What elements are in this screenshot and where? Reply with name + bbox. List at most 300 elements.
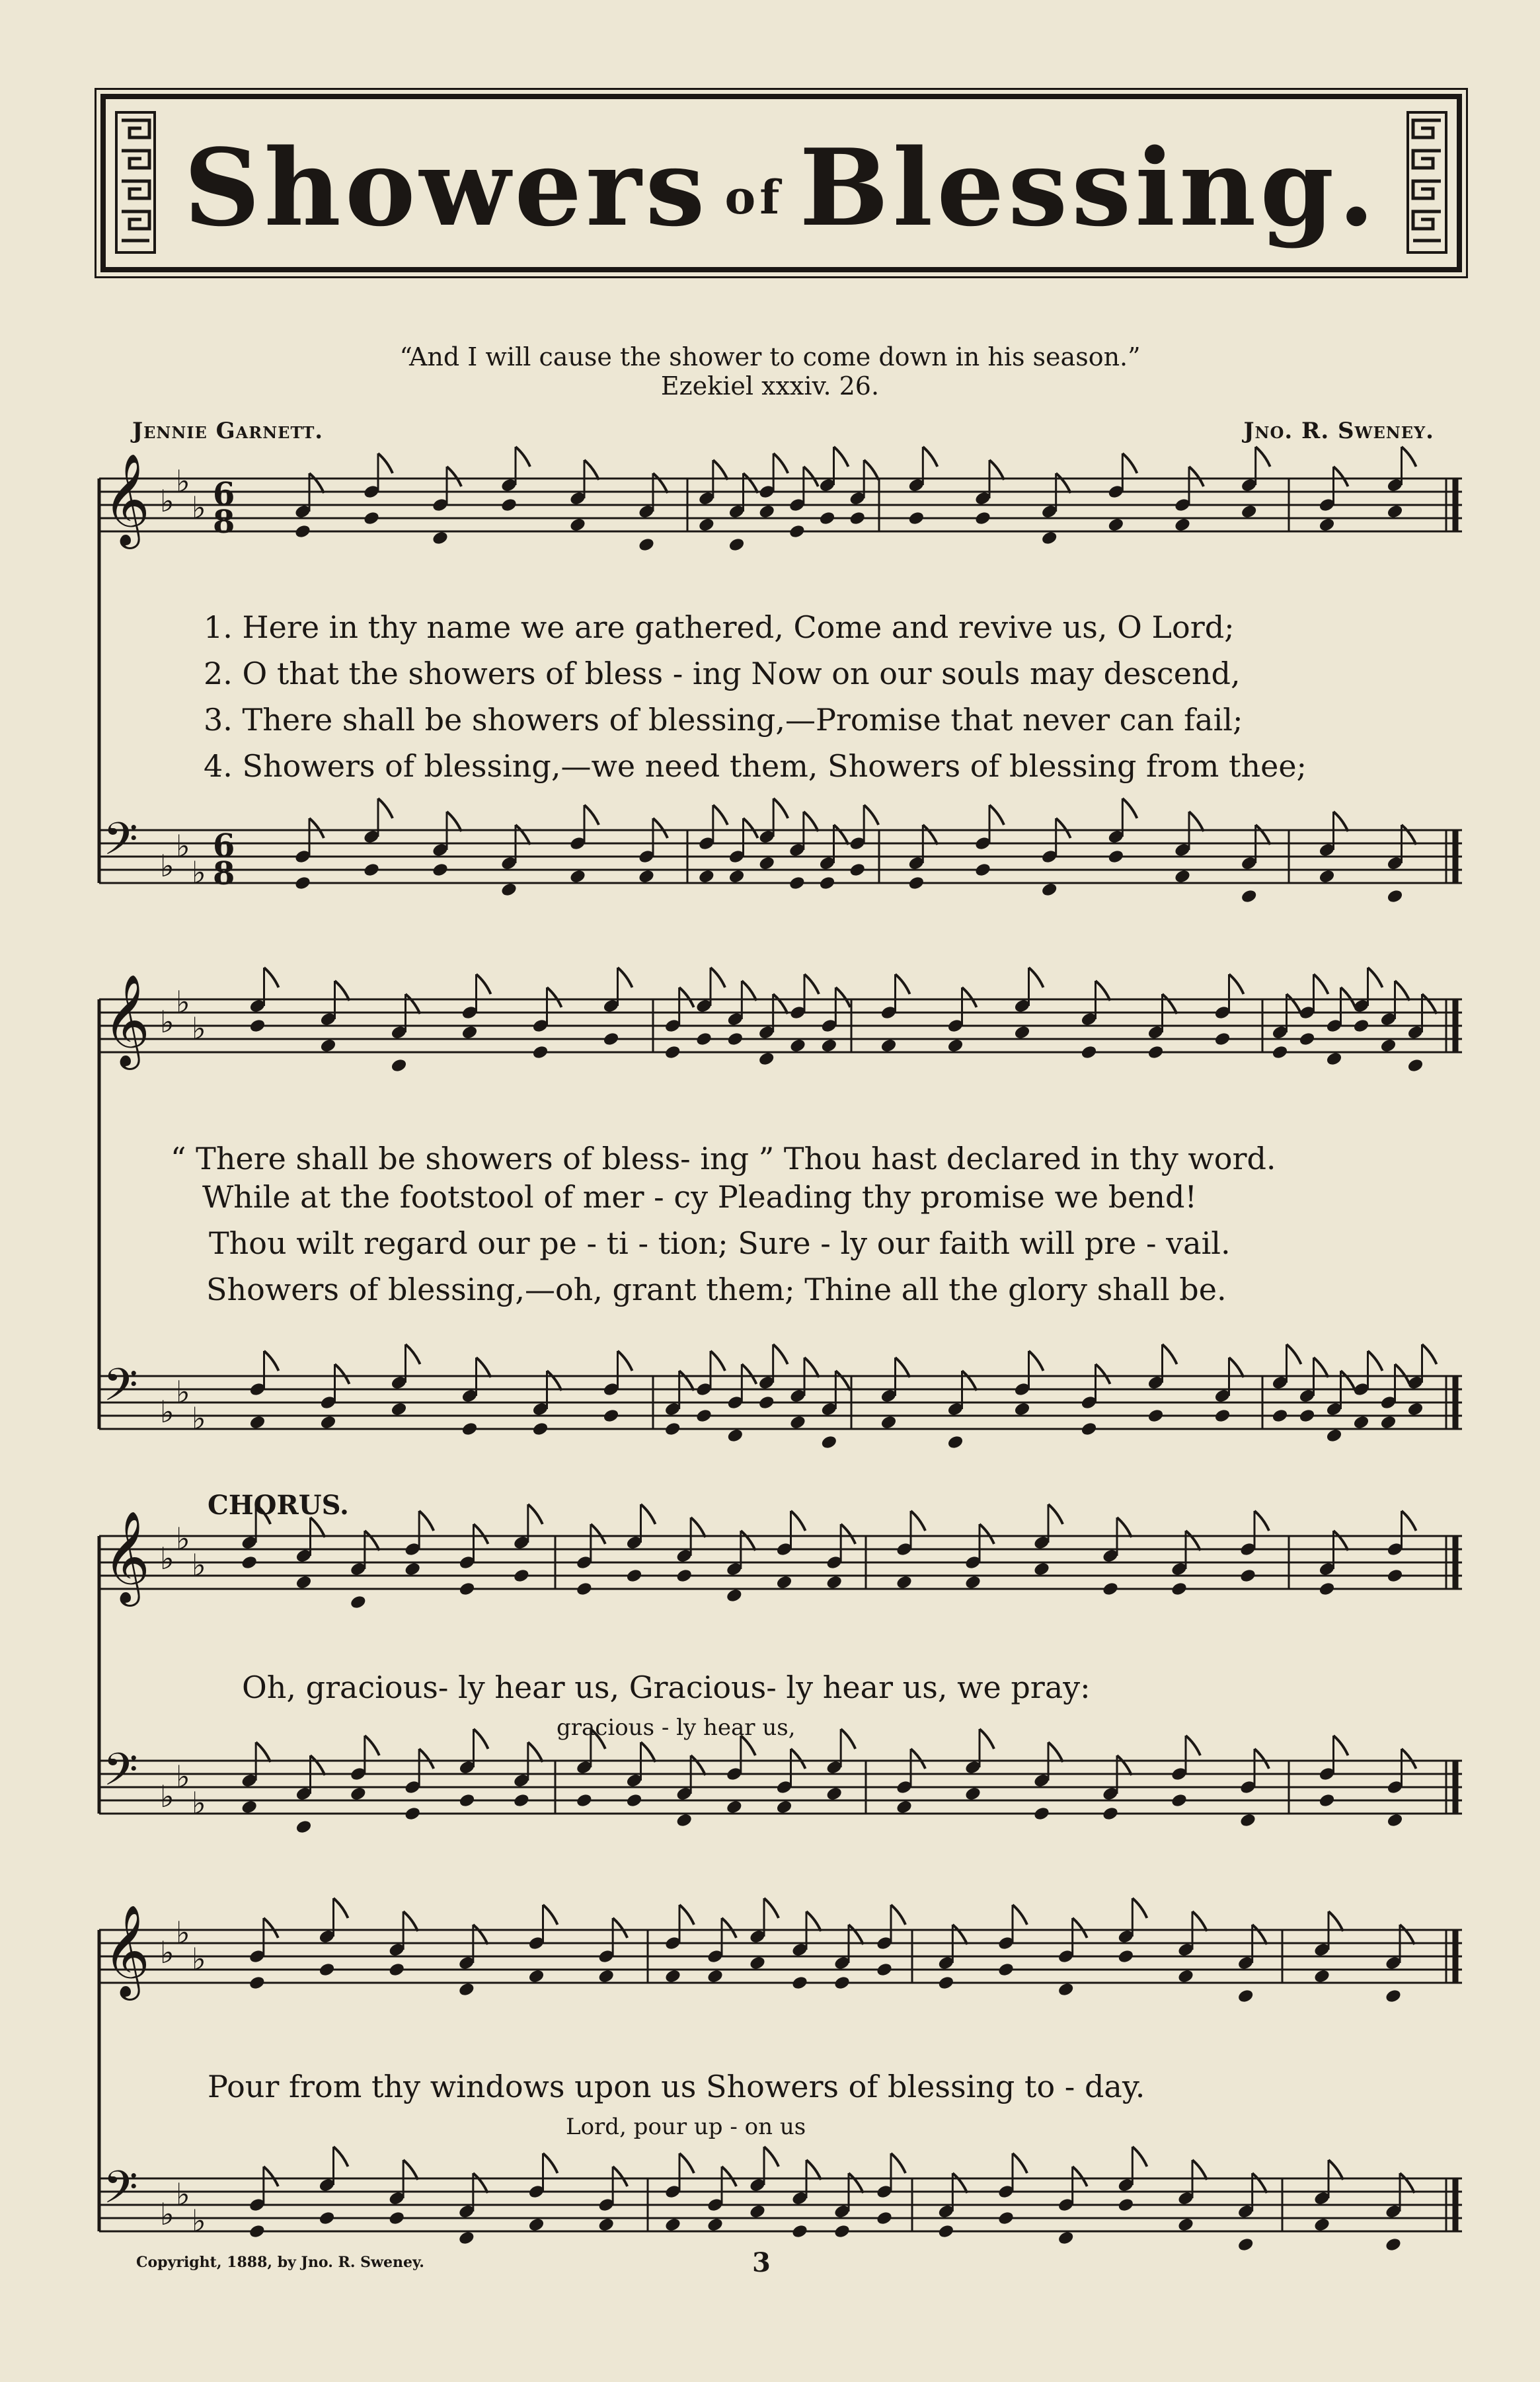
note-flag xyxy=(841,1729,855,1749)
verse-line-2: 2. O that the showers of bless - ing Now on our souls may descend, xyxy=(204,656,1241,691)
note-head xyxy=(1102,1806,1120,1822)
time-signature-bottom: 8 xyxy=(213,504,235,541)
note-flag xyxy=(1314,1358,1328,1377)
note-head xyxy=(531,1421,549,1437)
note-head xyxy=(818,510,836,526)
note-head xyxy=(319,1038,337,1054)
note-flag xyxy=(641,1742,656,1762)
note-flag xyxy=(713,460,728,480)
note-head xyxy=(1117,2197,1135,2213)
note-flag xyxy=(1029,968,1044,987)
note-head xyxy=(1213,1408,1231,1424)
note-head xyxy=(880,1414,898,1430)
note-head xyxy=(1237,2237,1254,2252)
flat-icon: ♭ xyxy=(176,828,190,864)
note-head xyxy=(849,862,866,878)
note-head xyxy=(896,1574,913,1590)
flat-icon: ♭ xyxy=(160,483,174,519)
flat-icon: ♭ xyxy=(192,1785,206,1821)
note-head xyxy=(1171,1581,1188,1597)
note-flag xyxy=(1192,1911,1207,1931)
note-flag xyxy=(1163,994,1177,1014)
note-head xyxy=(726,1031,744,1047)
note-flag xyxy=(773,453,788,473)
note-head xyxy=(248,1975,266,1991)
note-head xyxy=(1239,1568,1257,1584)
flat-icon: ♭ xyxy=(160,1935,174,1970)
note-head xyxy=(1107,517,1125,533)
note-head xyxy=(1385,1988,1403,2004)
note-head xyxy=(725,1799,743,1815)
note-head xyxy=(625,1792,643,1808)
note-head xyxy=(695,1031,713,1047)
note-flag xyxy=(1252,1925,1267,1944)
note-head xyxy=(249,1414,266,1430)
title-word-showers: Showers xyxy=(184,126,709,250)
note-head xyxy=(569,517,587,533)
note-flag xyxy=(264,1351,279,1371)
note-flag xyxy=(1122,453,1137,473)
chorus-echo-1: gracious - ly hear us, xyxy=(557,1714,796,1741)
note-flag xyxy=(679,2153,694,2173)
note-flag xyxy=(653,473,668,493)
note-flag xyxy=(834,447,849,467)
note-head xyxy=(363,510,381,526)
note-head xyxy=(757,1051,775,1067)
note-head xyxy=(1033,1561,1051,1577)
flat-icon: ♭ xyxy=(192,1011,206,1046)
note-head xyxy=(1033,1806,1051,1822)
note-flag xyxy=(980,1524,994,1544)
note-head xyxy=(664,1968,682,1984)
note-head xyxy=(1107,849,1125,864)
note-head xyxy=(1386,504,1404,519)
note-head xyxy=(575,1792,593,1808)
note-head xyxy=(1406,1401,1424,1417)
note-flag xyxy=(691,1755,705,1775)
page-number: 3 xyxy=(752,2247,771,2278)
note-head xyxy=(1171,1792,1188,1808)
note-head xyxy=(758,504,776,519)
epigraph-quote: “And I will cause the shower to come down in his season.” xyxy=(399,342,1141,371)
note-head xyxy=(818,875,836,891)
treble-clef-icon: 𝄞 xyxy=(103,453,150,545)
note-head xyxy=(404,1806,422,1822)
note-flag xyxy=(378,453,393,473)
note-flag xyxy=(722,1918,736,1938)
note-head xyxy=(707,2217,724,2233)
note-flag xyxy=(516,447,530,467)
note-flag xyxy=(264,1918,278,1938)
note-head xyxy=(241,1555,258,1570)
note-flag xyxy=(1132,2147,1147,2167)
note-head xyxy=(1325,1051,1343,1067)
note-head xyxy=(728,537,746,553)
note-head xyxy=(707,1968,724,1984)
note-flag xyxy=(1395,981,1410,1001)
note-flag xyxy=(711,1351,725,1371)
note-flag xyxy=(1256,447,1270,467)
note-flag xyxy=(791,1749,806,1769)
note-flag xyxy=(365,1736,379,1755)
note-head xyxy=(349,1786,367,1802)
note-head xyxy=(294,875,312,891)
note-flag xyxy=(1186,1736,1200,1755)
note-head xyxy=(833,2223,851,2239)
note-head xyxy=(458,1581,476,1597)
note-head xyxy=(1239,1812,1257,1828)
note-head xyxy=(1240,888,1258,904)
note-flag xyxy=(864,805,878,825)
title-word-of: of xyxy=(724,170,784,225)
note-head xyxy=(625,1568,643,1584)
note-flag xyxy=(406,994,420,1014)
note-flag xyxy=(543,2153,558,2173)
note-head xyxy=(757,1395,775,1410)
note-head xyxy=(726,1428,744,1443)
note-flag xyxy=(1192,2160,1207,2180)
note-head xyxy=(697,517,715,533)
note-head xyxy=(500,882,518,898)
note-flag xyxy=(264,968,279,987)
composer-credit: Jno. R. Sweney. xyxy=(1243,418,1434,444)
note-head xyxy=(1240,504,1258,519)
note-head xyxy=(749,2204,767,2219)
verse-cont-line-4: Showers of blessing,—oh, grant them; Thine all the glory shall be. xyxy=(206,1272,1227,1307)
note-head xyxy=(500,497,518,513)
note-flag xyxy=(1256,825,1270,845)
epigraph-reference: Ezekiel xxxiv. 26. xyxy=(660,371,880,401)
flat-icon: ♭ xyxy=(192,2203,206,2239)
note-head xyxy=(946,1434,964,1450)
note-head xyxy=(457,2230,475,2246)
note-head xyxy=(1298,1408,1316,1424)
verse-line-4: 4. Showers of blessing,—we need them, Showers of blessing from thee; xyxy=(204,748,1307,784)
note-head xyxy=(1040,530,1058,546)
note-head xyxy=(974,510,992,526)
note-flag xyxy=(365,1531,379,1551)
note-flag xyxy=(528,1504,543,1524)
note-head xyxy=(775,1799,793,1815)
note-head xyxy=(775,1574,793,1590)
flat-icon: ♭ xyxy=(192,1547,206,1583)
note-flag xyxy=(473,2173,488,2193)
lyricist-credit: Jennie Garnett. xyxy=(132,418,324,444)
note-head xyxy=(820,1038,838,1054)
note-flag xyxy=(1056,473,1071,493)
note-flag xyxy=(477,1358,491,1377)
flat-icon: ♭ xyxy=(176,463,190,499)
bass-clef-icon: 𝄢 xyxy=(103,2162,138,2225)
treble-clef-icon: 𝄞 xyxy=(103,1511,150,1603)
note-flag xyxy=(804,974,819,994)
note-flag xyxy=(1422,994,1437,1014)
flat-icon: ♭ xyxy=(176,1915,190,1950)
copyright-notice: Copyright, 1888, by Jno. R. Sweney. xyxy=(136,2254,424,2271)
note-head xyxy=(937,1975,955,1991)
note-flag xyxy=(335,981,350,1001)
note-flag xyxy=(474,1729,488,1749)
note-flag xyxy=(419,1749,434,1769)
note-flag xyxy=(618,1351,633,1371)
note-flag xyxy=(1056,818,1071,838)
flat-icon: ♭ xyxy=(160,1779,174,1814)
note-head xyxy=(1040,882,1058,898)
note-head xyxy=(432,530,449,546)
flat-icon: ♭ xyxy=(176,984,190,1020)
note-head xyxy=(1177,1968,1195,1984)
note-flag xyxy=(1254,1749,1269,1769)
note-flag xyxy=(1287,1344,1301,1364)
note-flag xyxy=(764,2147,779,2167)
note-head xyxy=(997,2210,1015,2226)
note-flag xyxy=(952,2173,967,2193)
note-head xyxy=(404,1561,422,1577)
note-head xyxy=(1318,1792,1336,1808)
note-head xyxy=(749,1955,767,1971)
note-flag xyxy=(744,473,758,493)
note-flag xyxy=(264,2167,278,2186)
note-flag xyxy=(653,818,668,838)
note-flag xyxy=(547,1371,562,1391)
note-head xyxy=(1318,1581,1336,1597)
note-flag xyxy=(311,1755,325,1775)
note-head xyxy=(527,1968,545,1984)
note-head xyxy=(295,1819,313,1835)
note-flag xyxy=(1400,1925,1414,1944)
note-flag xyxy=(591,1524,605,1544)
note-head xyxy=(1271,1044,1289,1060)
note-head xyxy=(390,1057,408,1073)
note-flag xyxy=(1395,1364,1410,1384)
note-flag xyxy=(911,1749,925,1769)
note-head xyxy=(248,2223,266,2239)
note-head xyxy=(575,1581,593,1597)
note-head xyxy=(833,1975,851,1991)
note-flag xyxy=(804,812,818,831)
note-flag xyxy=(896,974,910,994)
note-flag xyxy=(547,987,562,1007)
note-flag xyxy=(713,805,728,825)
note-head xyxy=(964,1786,982,1802)
note-flag xyxy=(962,1371,977,1391)
note-head xyxy=(457,1981,475,1997)
note-head xyxy=(1080,1044,1098,1060)
note-flag xyxy=(804,467,818,486)
note-head xyxy=(1237,1988,1254,2004)
note-head xyxy=(1385,2237,1403,2252)
note-flag xyxy=(841,1524,855,1544)
note-head xyxy=(318,2210,336,2226)
note-head xyxy=(974,862,992,878)
note-flag xyxy=(679,987,694,1007)
note-flag xyxy=(980,1729,994,1749)
note-head xyxy=(1352,1414,1370,1430)
note-flag xyxy=(1163,1344,1177,1364)
note-head xyxy=(602,1408,620,1424)
note-flag xyxy=(804,1358,819,1377)
note-flag xyxy=(835,987,850,1007)
note-head xyxy=(826,1786,843,1802)
note-head xyxy=(569,868,587,884)
note-head xyxy=(907,875,925,891)
note-head xyxy=(937,2223,955,2239)
note-head xyxy=(896,1799,913,1815)
verse-line-3: 3. There shall be showers of blessing,—Promise that never can fail; xyxy=(204,702,1243,738)
flat-icon: ♭ xyxy=(176,1374,190,1410)
note-flag xyxy=(1402,447,1416,467)
flat-icon: ♭ xyxy=(160,2196,174,2232)
note-flag xyxy=(1314,974,1328,994)
note-head xyxy=(664,1044,681,1060)
note-flag xyxy=(1073,2167,1087,2186)
note-flag xyxy=(923,447,937,467)
note-flag xyxy=(891,1905,905,1925)
note-head xyxy=(789,1414,807,1430)
note-flag xyxy=(1013,2153,1027,2173)
note-head xyxy=(1057,1981,1075,1997)
note-head xyxy=(349,1594,367,1610)
title-word-blessing: Blessing. xyxy=(799,126,1379,250)
note-flag xyxy=(516,825,530,845)
note-head xyxy=(512,1792,530,1808)
note-head xyxy=(1147,1408,1165,1424)
verse-cont-line-2: While at the footstool of mer - cy Pleading thy promise we bend! xyxy=(202,1179,1197,1215)
note-flag xyxy=(1368,968,1383,987)
note-flag xyxy=(952,1925,967,1944)
note-flag xyxy=(891,2153,905,2173)
time-signature-bottom: 8 xyxy=(213,855,235,892)
note-flag xyxy=(1189,467,1204,486)
note-head xyxy=(363,862,381,878)
note-head xyxy=(531,1044,549,1060)
note-flag xyxy=(1341,1371,1356,1391)
note-head xyxy=(1318,868,1336,884)
note-head xyxy=(997,1962,1015,1978)
note-head xyxy=(1057,2230,1075,2246)
note-head xyxy=(1406,1057,1424,1073)
note-head xyxy=(820,1434,838,1450)
note-flag xyxy=(378,798,393,818)
note-flag xyxy=(613,1918,627,1938)
note-flag xyxy=(334,1898,348,1918)
note-head xyxy=(319,1414,337,1430)
note-head xyxy=(725,1588,743,1603)
note-head xyxy=(1147,1044,1165,1060)
note-head xyxy=(295,1574,313,1590)
note-head xyxy=(697,868,715,884)
note-flag xyxy=(1013,1905,1027,1925)
note-head xyxy=(602,1031,620,1047)
note-flag xyxy=(835,1371,850,1391)
note-head xyxy=(527,2217,545,2233)
note-head xyxy=(876,1962,894,1978)
note-flag xyxy=(744,818,758,838)
note-head xyxy=(728,868,746,884)
note-flag xyxy=(1328,2160,1343,2180)
note-head xyxy=(1080,1421,1098,1437)
note-head xyxy=(1313,2217,1331,2233)
note-flag xyxy=(722,2167,736,2186)
note-flag xyxy=(447,812,461,831)
flat-icon: ♭ xyxy=(160,848,174,884)
verse-cont-line-3: Thou wilt regard our pe - ti - tion; Sure - ly our faith will pre - vail. xyxy=(209,1225,1231,1261)
note-head xyxy=(597,2217,615,2233)
flat-icon: ♭ xyxy=(176,1521,190,1556)
note-flag xyxy=(543,1905,558,1925)
verse-cont-line-1: “ There shall be showers of bless- ing ” Thou hast declared in thy word. xyxy=(171,1141,1276,1176)
note-flag xyxy=(584,805,599,825)
note-flag xyxy=(447,467,461,486)
note-flag xyxy=(419,1511,434,1531)
note-head xyxy=(789,1038,807,1054)
note-head xyxy=(826,1574,843,1590)
note-head xyxy=(461,1421,479,1437)
note-flag xyxy=(849,1925,863,1944)
bass-clef-icon: 𝄢 xyxy=(103,1360,138,1422)
note-head xyxy=(388,1962,406,1978)
note-head xyxy=(1174,868,1192,884)
note-head xyxy=(294,523,312,539)
note-flag xyxy=(773,798,788,818)
flat-icon: ♭ xyxy=(192,490,206,525)
note-head xyxy=(876,2210,894,2226)
note-head xyxy=(664,1421,681,1437)
note-flag xyxy=(1402,1511,1416,1531)
note-head xyxy=(1386,888,1404,904)
note-head xyxy=(695,1408,713,1424)
note-flag xyxy=(1229,974,1244,994)
note-flag xyxy=(711,968,725,987)
note-head xyxy=(461,1024,479,1040)
note-head xyxy=(1318,517,1336,533)
note-flag xyxy=(1334,1531,1348,1551)
note-flag xyxy=(1287,994,1301,1014)
note-flag xyxy=(309,473,324,493)
note-flag xyxy=(474,1524,488,1544)
verse-line-1: 1. Here in thy name we are gathered, Come and revive us, O Lord; xyxy=(204,609,1235,645)
note-flag xyxy=(1029,1351,1044,1371)
note-head xyxy=(1298,1031,1316,1047)
note-flag xyxy=(641,1504,656,1524)
note-flag xyxy=(1252,2173,1267,2193)
bass-clef-icon: 𝄢 xyxy=(103,814,138,876)
note-flag xyxy=(923,825,937,845)
note-flag xyxy=(1186,1531,1200,1551)
note-head xyxy=(390,1401,408,1417)
note-head xyxy=(512,1568,530,1584)
note-head xyxy=(907,510,925,526)
note-flag xyxy=(1334,1736,1348,1755)
note-flag xyxy=(334,2147,348,2167)
bass-clef-icon: 𝄢 xyxy=(103,1744,138,1807)
note-flag xyxy=(1122,798,1137,818)
note-head xyxy=(1102,1581,1120,1597)
note-head xyxy=(675,1568,693,1584)
note-head xyxy=(249,1018,266,1034)
note-head xyxy=(791,2223,809,2239)
note-flag xyxy=(256,1742,270,1762)
note-flag xyxy=(1096,1364,1110,1384)
note-head xyxy=(1386,1812,1404,1828)
note-flag xyxy=(962,987,977,1007)
flat-icon: ♭ xyxy=(176,1759,190,1794)
note-head xyxy=(1013,1401,1031,1417)
note-flag xyxy=(309,818,324,838)
note-flag xyxy=(335,1364,350,1384)
flat-icon: ♭ xyxy=(192,855,206,890)
note-flag xyxy=(773,1344,788,1364)
